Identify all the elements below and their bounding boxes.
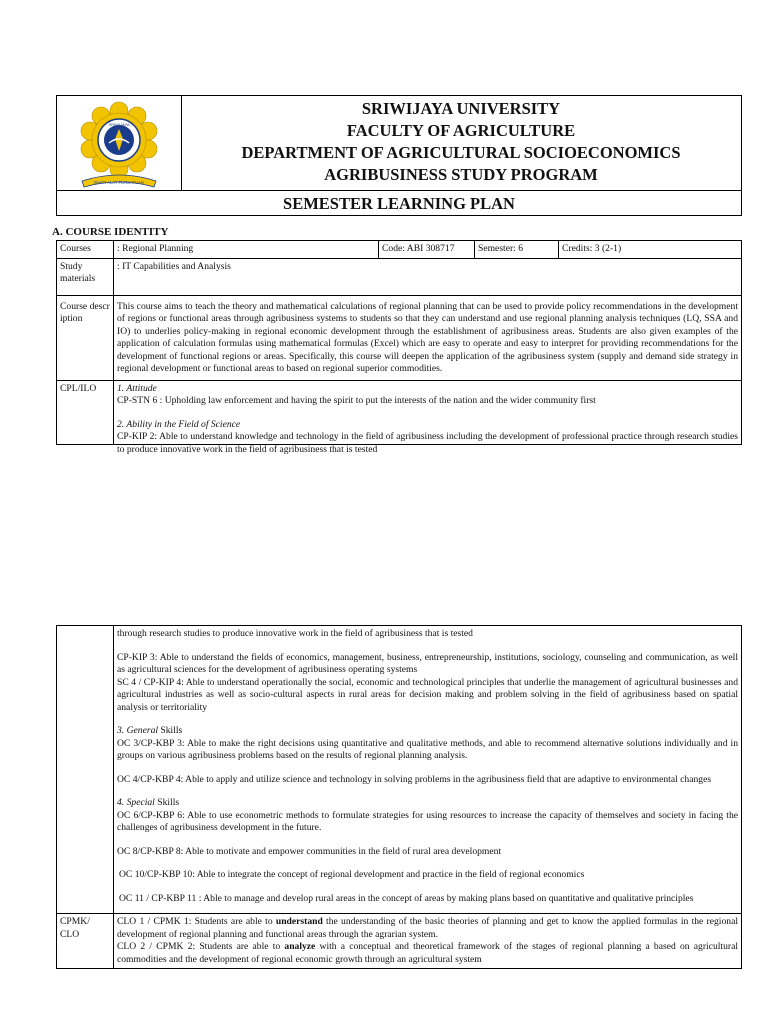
program-name: AGRIBUSINESS STUDY PROGRAM — [324, 165, 598, 184]
cp-kip-2-continued: through research studies to produce innovative work in the field of agribusiness that is tested — [117, 628, 473, 639]
logo-motto: BAKTI ALAT PERSATUAN — [94, 180, 144, 185]
course-semester: Semester: 6 — [475, 241, 559, 259]
table-row — [57, 626, 742, 914]
table-row — [57, 295, 742, 380]
cpl-continued-table — [56, 625, 742, 969]
cpl-cell-part2 — [114, 626, 742, 914]
clo-1: CLO 1 / CPMK 1: Students are able to understand the understanding of the basic theories of planning and get to know the applied formulas in the regional development of regional planning and functional areas through the agrarian system. — [117, 916, 738, 940]
cpmk-label: CPMK/ CLO — [57, 914, 114, 969]
oc-10: OC 10/CP-KBP 10: Able to integrate the concept of regional development and practice in the field of regional economics — [119, 869, 585, 880]
table-row — [57, 380, 742, 444]
faculty-name: FACULTY OF AGRICULTURE — [346, 121, 576, 140]
cp-stn-6: CP-STN 6 : Upholding law enforcement and having the spirit to put the interests of the nation and the wider community first — [117, 395, 596, 406]
university-logo-icon — [74, 99, 164, 189]
department-name: DEPARTMENT OF AGRICULTURAL SOCIOECONOMICS — [241, 143, 681, 162]
materials-value: : IT Capabilities and Analysis — [114, 258, 742, 295]
cp-kip-3: CP-KIP 3: Able to understand the fields of economics, management, business, entrepreneurship, institutions, sociology, counseling and communication, as well as agricultural sciences for the development of agribusiness operating systems — [117, 651, 738, 675]
cpl-cell-part1 — [114, 380, 742, 455]
logo-text: SRIWIJAYA — [108, 122, 130, 127]
cpl-label: CPL/ILO — [57, 380, 114, 444]
course-code: Code: ABI 308717 — [379, 241, 475, 259]
sc-4-cp-kip-4: SC 4 / CP-KIP 4: Able to understand operationally the social, economic and technological principles that underlie the management of agricultural businesses and agricultural industries as well as socio-cultural aspects in rural areas for decision making and problem solving in the field of agribusiness based on spatial analysis or territoriality — [117, 676, 738, 713]
materials-label: Study materials — [57, 258, 114, 295]
oc-6: OC 6/CP-KBP 6: Able to use econometric methods to formulate strategies for using resources to increase the capacity of themselves and society in facing the challenges of agribusiness development in the future. — [117, 809, 738, 833]
table-row — [57, 914, 742, 969]
course-credits: Credits: 3 (2-1) — [559, 241, 742, 259]
plan-title: SEMESTER LEARNING PLAN — [56, 191, 742, 216]
cpl-label-empty — [57, 626, 114, 914]
oc-8: OC 8/CP-KBP 8: Able to motivate and empower communities in the field of rural area development — [117, 845, 502, 857]
science-heading: 2. Ability in the Field of Science — [117, 418, 241, 430]
cp-kip-2: CP-KIP 2: Able to understand knowledge and technology in the field of agribusiness including the development of professional practice through research studies to produce innovative work in the field of agribusiness that is tested — [117, 431, 738, 455]
oc-11: OC 11 / CP-KBP 11 : Able to manage and develop rural areas in the concept of areas by making plans based on quantitative and qualitative principles — [119, 892, 694, 904]
courses-value: : Regional Planning — [114, 241, 379, 259]
clo-2: CLO 2 / CPMK 2: Students are able to analyze with a conceptual and theoretical framework of the stages of regional planning a based on agricultural commodities and the development of regional economic growth through an agricultural system — [117, 941, 739, 965]
header-box — [56, 95, 742, 191]
description-value: This course aims to teach the theory and mathematical calculations of regional planning that can be used to provide policy recommendations in the development of regions or functional areas through agribusiness systems to students so that they can understand and use regional planning analysis techniques (LQ, SSA and IO) to underlies policy-making in regional economic development through the establishment of agribusiness areas. Students are also given examples of the application of calculation formulas using mathematical formulas (Excel) which are easy to operate and easy to interpret for providing recommendations for the development of functional regions or areas. Specifically, this course will deepen the application of the agribusiness system (supply and demand side strategy in regional development or functional areas to based on regional superior commodities. — [114, 295, 742, 380]
courses-label: Courses — [57, 241, 114, 259]
special-skills-heading: 4. Special Skills — [117, 797, 180, 808]
general-skills-heading: 3. General Skills — [117, 725, 183, 736]
cpmk-cell — [114, 914, 742, 969]
attitude-heading: 1. Attitude — [117, 382, 157, 394]
section-a-heading: A. COURSE IDENTITY — [52, 226, 169, 238]
table-row — [57, 241, 742, 259]
table-row — [57, 258, 742, 295]
course-identity-table — [56, 240, 742, 455]
description-label: Course description — [57, 295, 114, 380]
oc-4: OC 4/CP-KBP 4: Able to apply and utilize science and technology in solving problems in the agribusiness field that are adaptive to environmental changes — [117, 773, 712, 785]
header-titles — [181, 96, 741, 190]
logo-cell — [57, 96, 182, 190]
oc-3: OC 3/CP-KBP 3: Able to make the right decisions using quantitative and qualitative methods, and able to recommend alternative solutions individually and in groups on various agribusiness problems based on the results of regional planning analysis. — [117, 737, 738, 761]
university-name: SRIWIJAYA UNIVERSITY — [361, 99, 561, 118]
